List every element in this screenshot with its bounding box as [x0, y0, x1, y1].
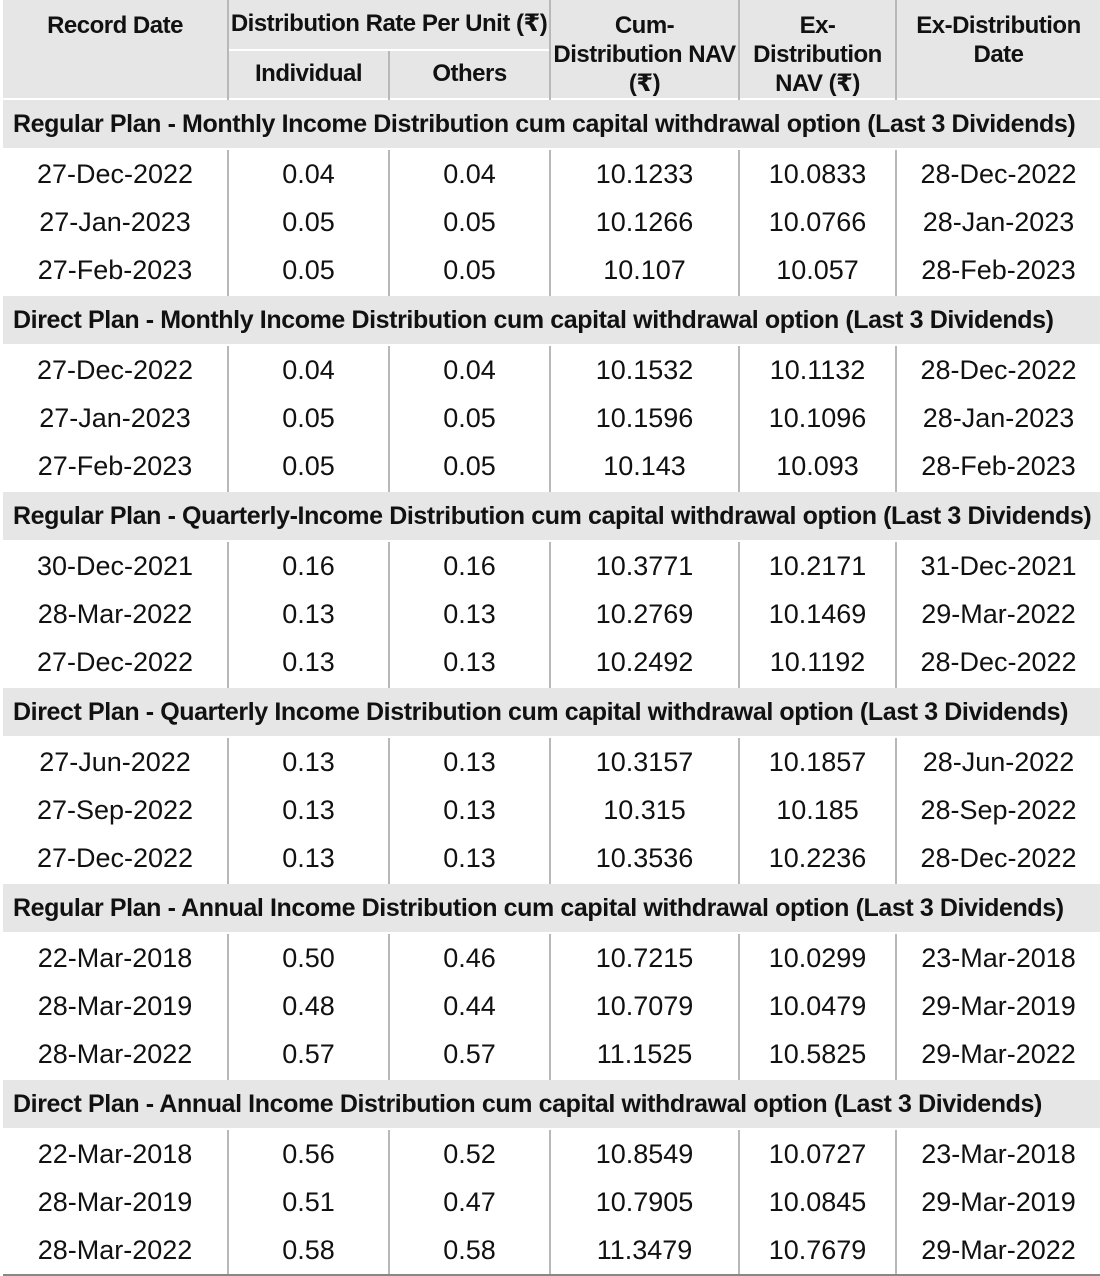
others-rate-cell: 0.13	[389, 786, 550, 834]
others-rate-cell: 0.52	[389, 1129, 550, 1178]
header-record-date: Record Date	[3, 0, 228, 99]
ex-date-cell: 23-Mar-2018	[896, 1129, 1100, 1178]
record-date-cell: 27-Dec-2022	[36, 354, 194, 385]
ex-nav-cell: 10.1096	[739, 394, 896, 442]
section-header-row	[3, 687, 1100, 737]
ex-nav-cell: 10.1132	[739, 345, 896, 394]
ex-nav-cell: 10.7679	[739, 1226, 896, 1275]
ex-date-cell: 28-Feb-2023	[896, 246, 1100, 295]
individual-rate-cell: 0.57	[228, 1030, 389, 1079]
ex-nav-cell: 10.0727	[739, 1129, 896, 1178]
record-date-cell: 27-Dec-2022	[36, 646, 194, 677]
ex-date-cell: 29-Mar-2022	[896, 1226, 1100, 1275]
cum-nav-cell: 10.7215	[550, 933, 739, 982]
cum-nav-cell: 10.315	[550, 786, 739, 834]
ex-date-cell: 28-Jan-2023	[896, 198, 1100, 246]
ex-nav-cell: 10.1857	[739, 737, 896, 786]
section-header-row	[3, 491, 1100, 541]
cum-nav-cell: 10.7905	[550, 1178, 739, 1226]
individual-rate-cell: 0.50	[228, 933, 389, 982]
ex-date-cell: 29-Mar-2019	[896, 982, 1100, 1030]
table-row	[3, 1129, 1100, 1178]
cum-nav-cell: 11.3479	[550, 1226, 739, 1275]
record-date-cell: 27-Jan-2023	[39, 402, 191, 433]
record-date-cell: 27-Feb-2023	[37, 254, 193, 285]
record-date-cell: 30-Dec-2021	[36, 550, 194, 581]
individual-rate-cell: 0.51	[228, 1178, 389, 1226]
table-row	[3, 541, 1100, 590]
record-date-cell: 22-Mar-2018	[37, 1138, 193, 1169]
dividend-history-table	[3, 0, 1100, 1276]
section-title: Direct Plan - Quarterly Income Distribution cum capital withdrawal option (Last 3 Dividends)	[3, 687, 1100, 737]
ex-nav-cell: 10.057	[739, 246, 896, 295]
record-date-cell: 27-Dec-2022	[36, 842, 194, 873]
section-title: Regular Plan - Monthly Income Distribution cum capital withdrawal option (Last 3 Dividends)	[3, 99, 1100, 149]
cum-nav-cell: 10.107	[550, 246, 739, 295]
ex-nav-cell: 10.2171	[739, 541, 896, 590]
cum-nav-cell: 10.1233	[550, 149, 739, 198]
individual-rate-cell: 0.05	[228, 442, 389, 491]
cum-nav-cell: 10.8549	[550, 1129, 739, 1178]
table-row	[3, 1030, 1100, 1079]
others-rate-cell: 0.13	[389, 737, 550, 786]
individual-rate-cell: 0.13	[228, 786, 389, 834]
cum-nav-cell: 10.3536	[550, 834, 739, 883]
record-date-cell: 27-Jan-2023	[39, 206, 191, 237]
others-rate-cell: 0.13	[389, 590, 550, 638]
individual-rate-cell: 0.56	[228, 1129, 389, 1178]
cum-nav-cell: 10.2492	[550, 638, 739, 687]
ex-date-cell: 28-Sep-2022	[896, 786, 1100, 834]
ex-nav-cell: 10.0766	[739, 198, 896, 246]
others-rate-cell: 0.13	[389, 834, 550, 883]
individual-rate-cell: 0.48	[228, 982, 389, 1030]
ex-nav-cell: 10.185	[739, 786, 896, 834]
ex-date-cell: 28-Jan-2023	[896, 394, 1100, 442]
section-header-row	[3, 883, 1100, 933]
individual-rate-cell: 0.05	[228, 246, 389, 295]
table-row	[3, 149, 1100, 198]
record-date-cell: 28-Mar-2022	[37, 1038, 193, 1069]
ex-date-cell: 28-Jun-2022	[896, 737, 1100, 786]
ex-date-cell: 28-Dec-2022	[896, 834, 1100, 883]
ex-nav-cell: 10.1469	[739, 590, 896, 638]
cum-nav-cell: 10.1596	[550, 394, 739, 442]
ex-date-cell: 29-Mar-2019	[896, 1178, 1100, 1226]
header-cum-distribution-nav: Cum-Distribution NAV (₹)	[550, 0, 739, 99]
individual-rate-cell: 0.58	[228, 1226, 389, 1275]
table-row	[3, 246, 1100, 295]
individual-rate-cell: 0.13	[228, 737, 389, 786]
ex-nav-cell: 10.0845	[739, 1178, 896, 1226]
record-date-cell: 28-Mar-2022	[3, 1226, 228, 1275]
table-body	[3, 99, 1100, 1275]
others-rate-cell: 0.16	[389, 541, 550, 590]
record-date-cell: 27-Dec-2022	[36, 158, 194, 189]
section-header-row	[3, 295, 1100, 345]
individual-rate-cell: 0.05	[228, 394, 389, 442]
table-row	[3, 394, 1100, 442]
others-rate-cell: 0.05	[389, 394, 550, 442]
ex-nav-cell: 10.2236	[739, 834, 896, 883]
individual-rate-cell: 0.13	[228, 638, 389, 687]
section-header-row	[3, 1079, 1100, 1129]
others-rate-cell: 0.44	[389, 982, 550, 1030]
section-title: Direct Plan - Annual Income Distribution cum capital withdrawal option (Last 3 Dividends)	[3, 1079, 1100, 1129]
others-rate-cell: 0.46	[389, 933, 550, 982]
ex-nav-cell: 10.0479	[739, 982, 896, 1030]
table-row	[3, 1178, 1100, 1226]
others-rate-cell: 0.47	[389, 1178, 550, 1226]
table-row	[3, 345, 1100, 394]
table-row	[3, 933, 1100, 982]
table-row	[3, 786, 1100, 834]
individual-rate-cell: 0.04	[228, 345, 389, 394]
individual-rate-cell: 0.05	[228, 198, 389, 246]
ex-nav-cell: 10.093	[739, 442, 896, 491]
ex-date-cell: 23-Mar-2018	[896, 933, 1100, 982]
cum-nav-cell: 11.1525	[550, 1030, 739, 1079]
ex-nav-cell: 10.5825	[739, 1030, 896, 1079]
ex-nav-cell: 10.0833	[739, 149, 896, 198]
individual-rate-cell: 0.16	[228, 541, 389, 590]
cum-nav-cell: 10.143	[550, 442, 739, 491]
cum-nav-cell: 10.3157	[550, 737, 739, 786]
others-rate-cell: 0.05	[389, 246, 550, 295]
ex-date-cell: 29-Mar-2022	[896, 1030, 1100, 1079]
header-ex-distribution-nav: Ex-Distribution NAV (₹)	[739, 0, 896, 99]
individual-rate-cell: 0.13	[228, 834, 389, 883]
cum-nav-cell: 10.3771	[550, 541, 739, 590]
ex-date-cell: 28-Feb-2023	[896, 442, 1100, 491]
section-title: Regular Plan - Quarterly-Income Distribution cum capital withdrawal option (Last 3 Dividends)	[3, 491, 1100, 541]
others-rate-cell: 0.05	[389, 198, 550, 246]
table-row	[3, 834, 1100, 883]
ex-nav-cell: 10.1192	[739, 638, 896, 687]
cum-nav-cell: 10.1266	[550, 198, 739, 246]
table-row	[3, 982, 1100, 1030]
record-date-cell: 22-Mar-2018	[37, 942, 193, 973]
table-header	[3, 0, 1100, 99]
cum-nav-cell: 10.2769	[550, 590, 739, 638]
cum-nav-cell: 10.7079	[550, 982, 739, 1030]
cum-nav-cell: 10.1532	[550, 345, 739, 394]
others-rate-cell: 0.04	[389, 345, 550, 394]
ex-nav-cell: 10.0299	[739, 933, 896, 982]
ex-date-cell: 31-Dec-2021	[896, 541, 1100, 590]
ex-date-cell: 28-Dec-2022	[896, 345, 1100, 394]
others-rate-cell: 0.13	[389, 638, 550, 687]
table-row	[3, 737, 1100, 786]
section-header-row	[3, 99, 1100, 149]
record-date-cell: 27-Jun-2022	[39, 746, 191, 777]
section-title: Regular Plan - Annual Income Distribution cum capital withdrawal option (Last 3 Dividends)	[3, 883, 1100, 933]
record-date-cell: 28-Mar-2019	[37, 990, 193, 1021]
ex-date-cell: 28-Dec-2022	[896, 638, 1100, 687]
individual-rate-cell: 0.13	[228, 590, 389, 638]
section-title: Direct Plan - Monthly Income Distribution cum capital withdrawal option (Last 3 Dividends)	[3, 295, 1100, 345]
ex-date-cell: 28-Dec-2022	[896, 149, 1100, 198]
others-rate-cell: 0.04	[389, 149, 550, 198]
table-row	[3, 590, 1100, 638]
record-date-cell: 27-Sep-2022	[36, 794, 194, 825]
header-ex-distribution-date: Ex-Distribution Date	[896, 0, 1100, 99]
ex-date-cell: 29-Mar-2022	[896, 590, 1100, 638]
table-row	[3, 1226, 1100, 1275]
header-distribution-rate: Distribution Rate Per Unit (₹)	[228, 0, 550, 50]
record-date-cell: 28-Mar-2022	[37, 598, 193, 629]
table-row	[3, 638, 1100, 687]
others-rate-cell: 0.57	[389, 1030, 550, 1079]
record-date-cell: 27-Feb-2023	[37, 450, 193, 481]
others-rate-cell: 0.05	[389, 442, 550, 491]
record-date-cell: 28-Mar-2019	[37, 1186, 193, 1217]
table-row	[3, 442, 1100, 491]
header-individual: Individual	[228, 50, 389, 100]
others-rate-cell: 0.58	[389, 1226, 550, 1275]
individual-rate-cell: 0.04	[228, 149, 389, 198]
header-others: Others	[389, 50, 550, 100]
table-row	[3, 198, 1100, 246]
